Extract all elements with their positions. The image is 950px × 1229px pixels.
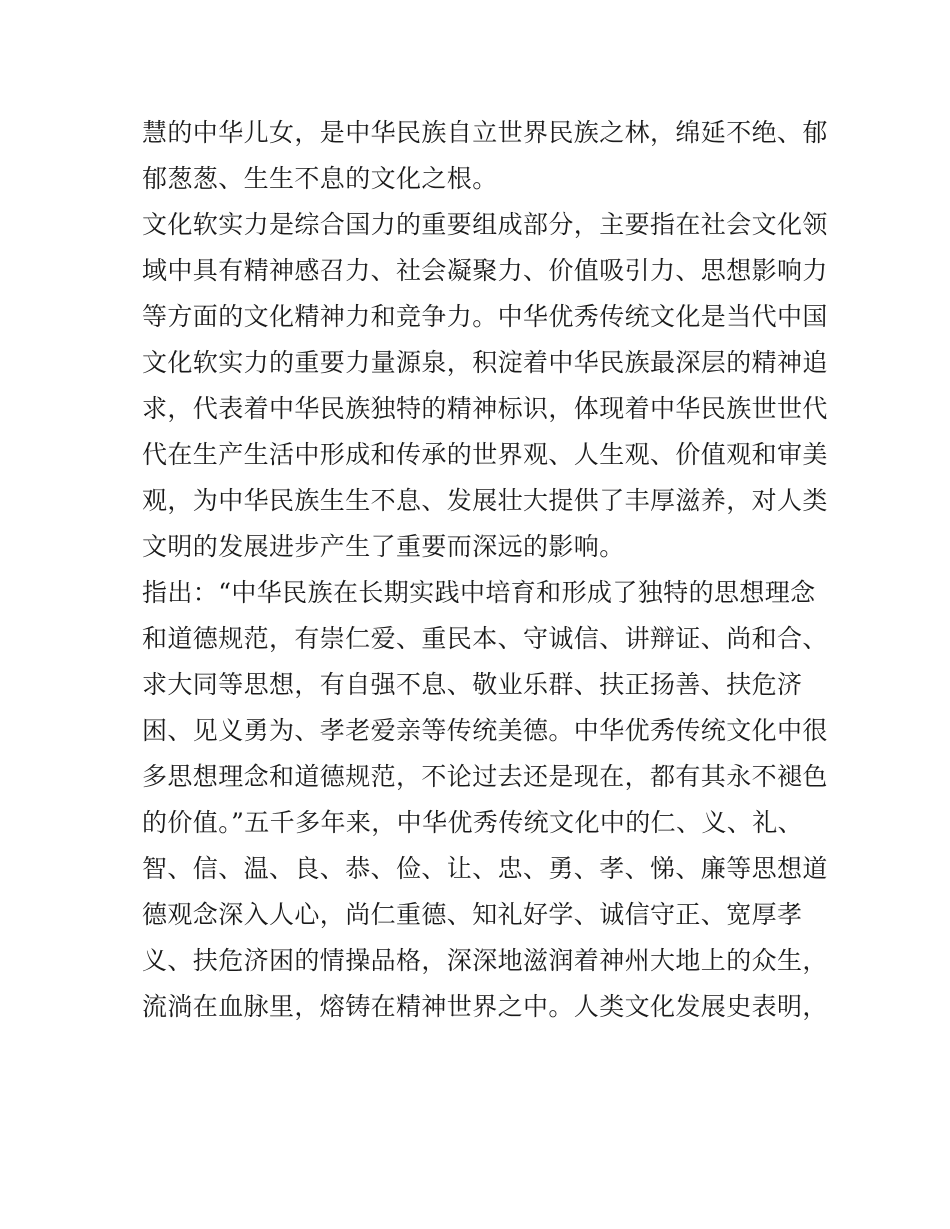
text-line: 智、信、温、良、恭、俭、让、忠、勇、孝、悌、廉等思想道	[142, 854, 828, 883]
document-body	[142, 110, 828, 1030]
text-line: 多思想理念和道德规范，不论过去还是现在，都有其永不褪色	[142, 762, 828, 791]
text-line: 指出：“中华民族在长期实践中培育和形成了独特的思想理念	[142, 578, 816, 607]
text-line: 郁葱葱、生生不息的文化之根。	[142, 164, 498, 193]
text-line: 文化软实力是综合国力的重要组成部分，主要指在社会文化领	[142, 210, 828, 239]
text-line: 等方面的文化精神力和竞争力。中华优秀传统文化是当代中国	[142, 302, 828, 331]
text-line: 慧的中华儿女，是中华民族自立世界民族之林，绵延不绝、郁	[142, 118, 828, 147]
text-line: 的价值。”五千多年来，中华优秀传统文化中的仁、义、礼、	[142, 808, 804, 837]
text-line: 义、扶危济困的情操品格，深深地滋润着神州大地上的众生，	[142, 946, 828, 975]
text-line: 求大同等思想，有自强不息、敬业乐群、扶正扬善、扶危济	[142, 670, 803, 699]
text-line: 代在生产生活中形成和传承的世界观、人生观、价值观和审美	[142, 440, 828, 469]
text-line: 求，代表着中华民族独特的精神标识，体现着中华民族世世代	[142, 394, 828, 423]
text-line: 困、见义勇为、孝老爱亲等传统美德。中华优秀传统文化中很	[142, 716, 828, 745]
text-line: 文化软实力的重要力量源泉，积淀着中华民族最深层的精神追	[142, 348, 828, 377]
text-line: 流淌在血脉里，熔铸在精神世界之中。人类文化发展史表明，	[142, 992, 828, 1021]
text-line: 观，为中华民族生生不息、发展壮大提供了丰厚滋养，对人类	[142, 486, 828, 515]
text-line: 和道德规范，有崇仁爱、重民本、守诚信、讲辩证、尚和合、	[142, 624, 828, 653]
text-line: 域中具有精神感召力、社会凝聚力、价值吸引力、思想影响力	[142, 256, 828, 285]
text-line: 德观念深入人心，尚仁重德、知礼好学、诚信守正、宽厚孝	[142, 900, 803, 929]
text-line: 文明的发展进步产生了重要而深远的影响。	[142, 532, 625, 561]
